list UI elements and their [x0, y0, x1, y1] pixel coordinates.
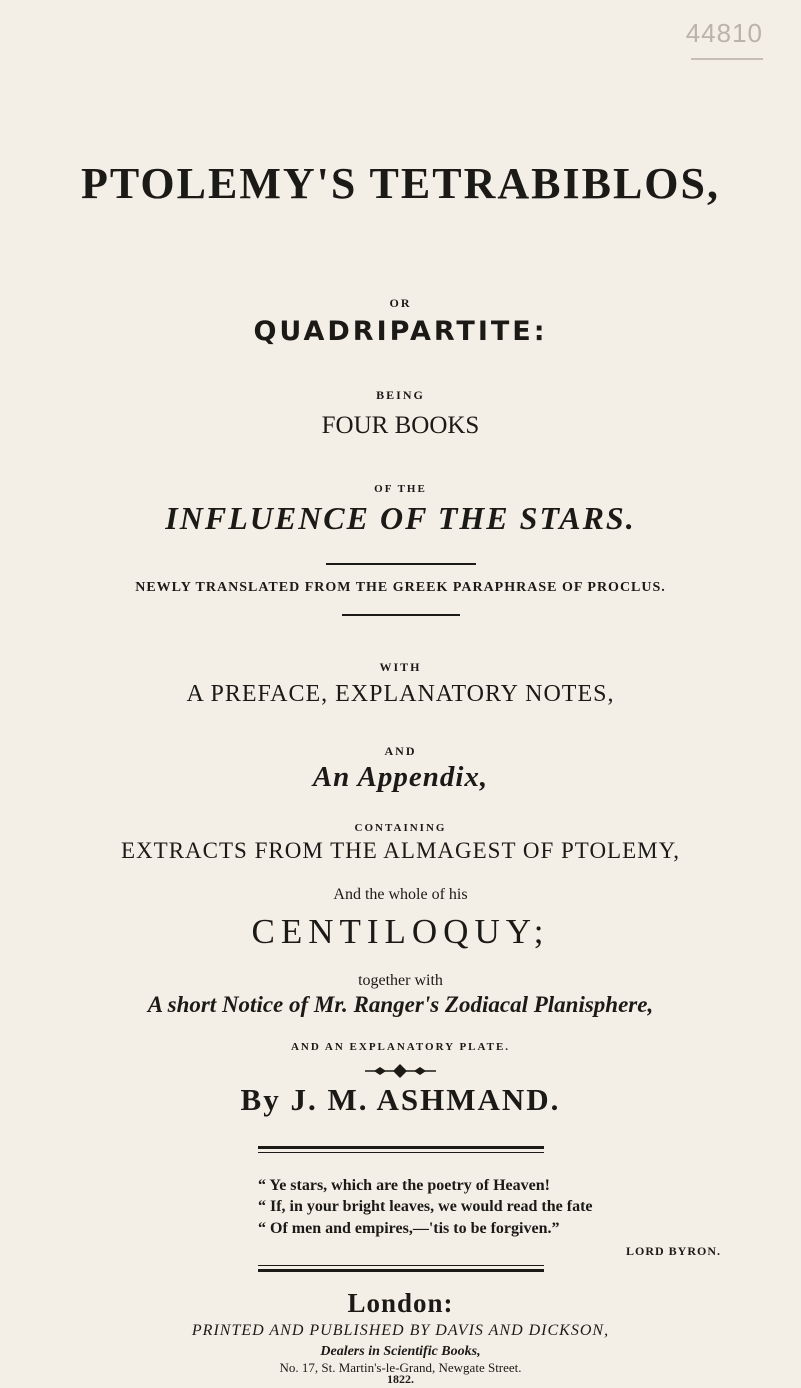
epigraph-attribution: LORD BYRON. [625, 1244, 721, 1258]
and-label: AND [384, 744, 417, 758]
double-rule-bottom-b [258, 1269, 544, 1272]
imprint-year: 1822. [387, 1372, 414, 1386]
book-title: PTOLEMY'S TETRABIBLOS, [80, 159, 720, 208]
imprint-address: No. 17, St. Martin's-le-Grand, Newgate Street. [279, 1360, 522, 1375]
subtitle: QUADRIPARTITE: [253, 316, 548, 347]
four-books: FOUR BOOKS [321, 412, 480, 439]
with-label: WITH [379, 660, 422, 674]
explanatory-plate: AND AN EXPLANATORY PLATE. [290, 1041, 511, 1053]
preface-line: A PREFACE, EXPLANATORY NOTES, [186, 681, 615, 707]
or-label: OR [389, 296, 412, 310]
epigraph-line: “ Of men and empires,—'tis to be forgiven.” [258, 1220, 560, 1237]
double-rule-bottom-a [258, 1265, 544, 1266]
of-the-label: OF THE [374, 483, 427, 495]
double-rule-top-a [258, 1146, 544, 1149]
double-rule-top-b [258, 1152, 544, 1153]
shelfmark: 44810 [685, 18, 763, 48]
translation-note: NEWLY TRANSLATED FROM THE GREEK PARAPHRASE OF PROCLUS. [135, 580, 666, 595]
epigraph-line: “ If, in your bright leaves, we would read the fate [258, 1198, 593, 1215]
imprint-place: London: [347, 1288, 454, 1318]
and-whole-line: And the whole of his [333, 886, 468, 903]
centiloquy: CENTILOQUY; [251, 912, 550, 951]
being-label: BEING [376, 388, 425, 402]
shelfmark-underline [691, 58, 763, 60]
influence-of-stars: INFLUENCE OF THE STARS. [165, 500, 636, 536]
containing-label: CONTAINING [354, 822, 447, 834]
planisphere-notice: A short Notice of Mr. Ranger's Zodiacal Planisphere, [147, 992, 654, 1017]
divider-short-1 [326, 563, 476, 565]
author-line: By J. M. ASHMAND. [240, 1082, 561, 1117]
imprint-dealers: Dealers in Scientific Books, [320, 1344, 481, 1359]
appendix-heading: An Appendix, [312, 761, 489, 793]
together-with: together with [358, 972, 443, 989]
extracts-line: EXTRACTS FROM THE ALMAGEST OF PTOLEMY, [121, 838, 680, 863]
divider-short-2 [342, 614, 460, 616]
imprint-printer: PRINTED AND PUBLISHED BY DAVIS AND DICKSON, [191, 1322, 610, 1339]
epigraph-line: “ Ye stars, which are the poetry of Heaven! [258, 1177, 550, 1194]
diamond-ornament [0, 1061, 801, 1081]
